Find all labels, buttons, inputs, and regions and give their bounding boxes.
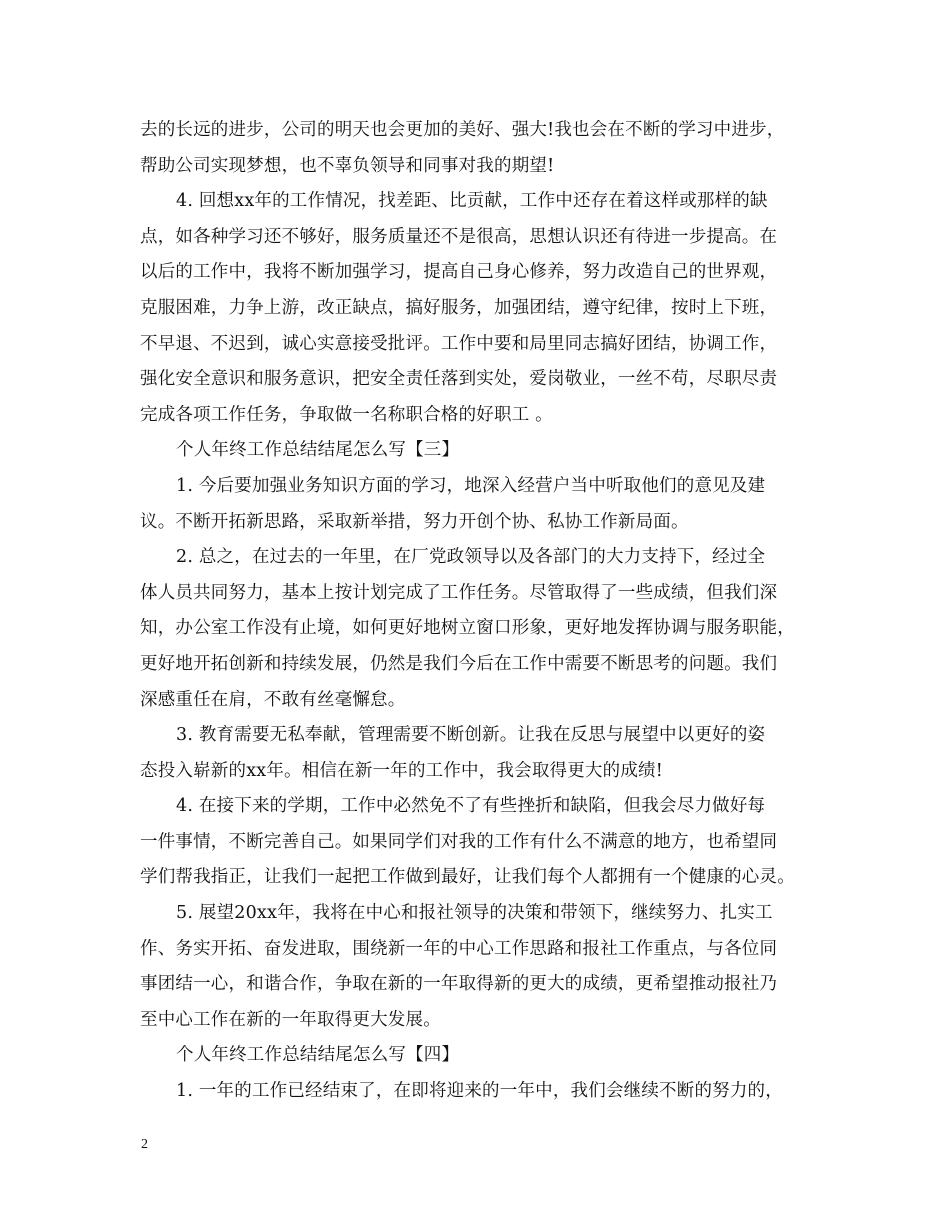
text-line: 个人年终工作总结结尾怎么写【三】 <box>176 440 460 461</box>
page-number: 2 <box>141 1137 148 1152</box>
text-line: 学们帮我指正，让我们一起把工作做到最好，让我们每个人都拥有一个健康的心灵。 <box>140 867 795 888</box>
text-line: 作、务实开拓、奋发进取，围绕新一年的中心工作思路和报社工作重点，与各位同 <box>140 938 778 959</box>
text-line: 事团结一心，和谐合作，争取在新的一年取得新的更大的成绩，更希望推动报社乃 <box>140 974 778 995</box>
text-line: 一件事情，不断完善自己。如果同学们对我的工作有什么不满意的地方，也希望同 <box>140 831 778 852</box>
text-line: 帮助公司实现梦想，也不辜负领导和同事对我的期望! <box>140 155 555 176</box>
text-line: 更好地开拓创新和持续发展，仍然是我们今后在工作中需要不断思考的问题。我们 <box>140 653 778 674</box>
text-line: 深感重任在肩，不敢有丝毫懈怠。 <box>140 689 406 710</box>
text-line: 不早退、不迟到，诚心实意接受批评。工作中要和局里同志搞好团结，协调工作， <box>140 333 778 354</box>
text-line: 4. 在接下来的学期，工作中必然免不了有些挫折和缺陷，但我会尽力做好每 <box>176 796 766 817</box>
text-line: 4. 回想xx年的工作情况，找差距、比贡献，工作中还存在着这样或那样的缺 <box>176 191 768 212</box>
text-line: 知，办公室工作没有止境，如何更好地树立窗口形象，更好地发挥协调与服务职能， <box>140 618 795 639</box>
text-line: 去的长远的进步，公司的明天也会更加的美好、强大!我也会在不断的学习中进步， <box>140 120 785 140</box>
text-line: 体人员共同努力，基本上按计划完成了工作任务。尽管取得了一些成绩，但我们深 <box>140 582 778 603</box>
text-line: 2. 总之，在过去的一年里，在厂党政领导以及各部门的大力支持下，经过全 <box>176 547 766 568</box>
text-line: 议。不断开拓新思路，采取新举措，努力开创个协、私协工作新局面。 <box>140 511 689 532</box>
text-line: 个人年终工作总结结尾怎么写【四】 <box>176 1045 460 1066</box>
text-line: 5. 展望20xx年，我将在中心和报社领导的决策和带领下，继续努力、扎实工 <box>176 903 773 924</box>
text-line: 克服困难，力争上游，改正缺点，搞好服务，加强团结，遵守纪律，按时上下班， <box>140 297 778 318</box>
document-body <box>140 113 830 1110</box>
text-line: 1. 一年的工作已经结束了，在即将迎来的一年中，我们会继续不断的努力的， <box>176 1081 783 1102</box>
text-line: 至中心工作在新的一年取得更大发展。 <box>140 1009 441 1030</box>
text-line: 以后的工作中，我将不断加强学习，提高自己身心修养，努力改造自己的世界观， <box>140 262 778 283</box>
text-line: 态投入崭新的xx年。相信在新一年的工作中，我会取得更大的成绩! <box>140 760 663 781</box>
text-line: 强化安全意识和服务意识，把安全责任落到实处，爱岗敬业，一丝不苟，尽职尽责 <box>140 369 778 390</box>
text-line: 3. 教育需要无私奉献，管理需要不断创新。让我在反思与展望中以更好的姿 <box>176 725 766 746</box>
text-line: 点，如各种学习还不够好，服务质量还不是很高，思想认识还有待进一步提高。在 <box>140 226 778 247</box>
text-line: 1. 今后要加强业务知识方面的学习，地深入经营户当中听取他们的意见及建 <box>176 475 766 496</box>
text-line: 完成各项工作任务，争取做一名称职合格的好职工 。 <box>140 404 553 425</box>
